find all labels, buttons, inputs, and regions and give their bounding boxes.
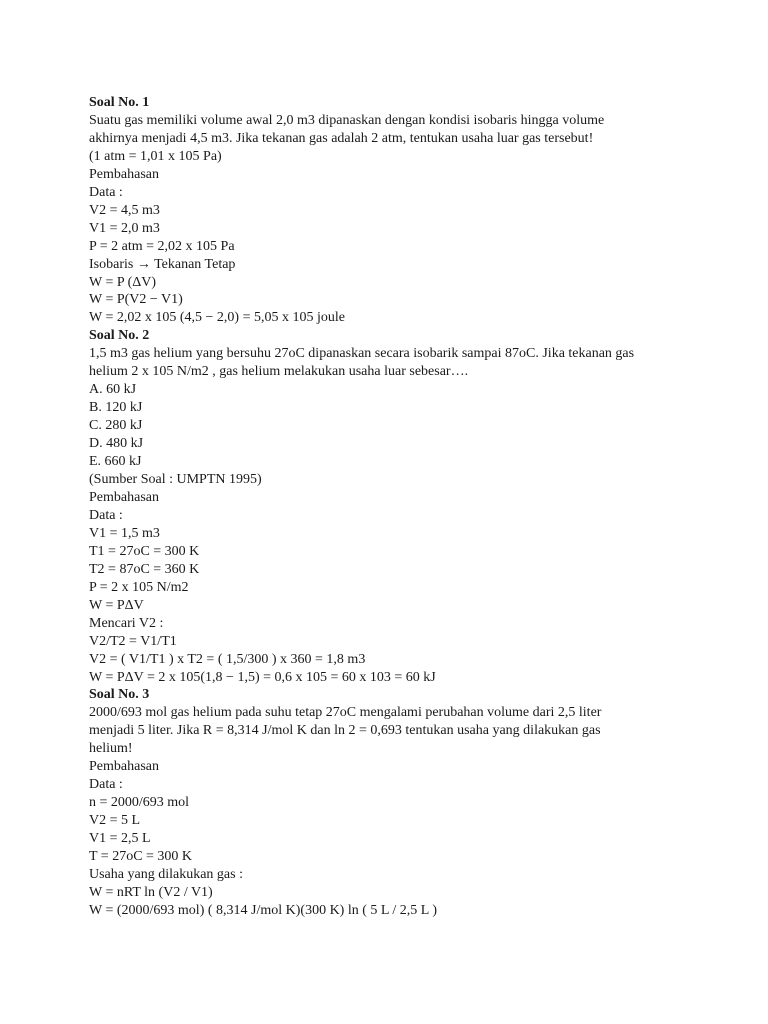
soal-2-option: D. 480 kJ <box>89 436 144 452</box>
soal-2-solution-line: Data : <box>89 507 123 523</box>
soal-1-solution-line: Isobaris → Tekanan Tetap <box>89 256 236 272</box>
soal-2-source: (Sumber Soal : UMPTN 1995) <box>89 472 262 488</box>
soal-3-question-line: menjadi 5 liter. Jika R = 8,314 J/mol K dan ln 2 = 0,693 tentukan usaha yang dilakukan gas <box>89 723 601 739</box>
document-page <box>89 94 689 920</box>
soal-1-solution-line: Pembahasan <box>89 166 159 182</box>
soal-1-solution-line: W = P (ΔV) <box>89 274 157 290</box>
soal-2-question-line: helium 2 x 105 N/m2 , gas helium melakukan usaha luar sebesar…. <box>89 364 469 380</box>
soal-1-question-line: akhirnya menjadi 4,5 m3. Jika tekanan gas adalah 2 atm, tentukan usaha luar gas tersebut! <box>89 130 594 146</box>
soal-3-question-line: 2000/693 mol gas helium pada suhu tetap 27oC mengalami perubahan volume dari 2,5 liter <box>89 705 602 721</box>
soal-1-heading: Soal No. 1 <box>89 95 150 110</box>
soal-1-solution-line: V1 = 2,0 m3 <box>89 220 160 236</box>
soal-2-solution-line: Mencari V2 : <box>89 615 164 631</box>
soal-2-solution-line: Pembahasan <box>89 489 159 505</box>
soal-2-heading: Soal No. 2 <box>89 328 150 344</box>
soal-1-solution-line: V2 = 4,5 m3 <box>89 202 160 218</box>
soal-2-option: B. 120 kJ <box>89 400 143 416</box>
soal-2-option: A. 60 kJ <box>89 382 137 398</box>
soal-3-heading: Soal No. 3 <box>89 687 150 703</box>
soal-2-solution-line: W = PΔV <box>89 597 144 613</box>
soal-2-solution-line: T1 = 27oC = 300 K <box>89 543 200 559</box>
soal-3-solution-line: V1 = 2,5 L <box>89 831 151 847</box>
soal-1-solution-line: W = P(V2 − V1) <box>89 292 183 308</box>
soal-3-solution-line: n = 2000/693 mol <box>89 795 190 811</box>
soal-3-solution-line: T = 27oC = 300 K <box>89 849 193 865</box>
soal-2-solution-line: V1 = 1,5 m3 <box>89 525 160 541</box>
soal-3-solution-line: V2 = 5 L <box>89 813 141 829</box>
soal-3-question-line: helium! <box>89 741 133 757</box>
soal-3-solution-line: Pembahasan <box>89 759 159 775</box>
soal-3-section <box>89 686 689 919</box>
soal-2-section <box>89 327 689 686</box>
soal-1-section <box>89 94 689 327</box>
soal-1-solution-line: W = 2,02 x 105 (4,5 − 2,0) = 5,05 x 105 joule <box>89 310 345 326</box>
soal-2-solution-line: V2 = ( V1/T1 ) x T2 = ( 1,5/300 ) x 360 = 1,8 m3 <box>89 651 366 667</box>
soal-3-solution-line: W = nRT ln (V2 / V1) <box>89 884 213 900</box>
soal-2-solution-line: V2/T2 = V1/T1 <box>89 633 177 649</box>
soal-2-option: E. 660 kJ <box>89 454 142 470</box>
soal-2-solution-line: P = 2 x 105 N/m2 <box>89 579 189 595</box>
soal-2-solution-line: T2 = 87oC = 360 K <box>89 561 200 577</box>
soal-2-question-line: 1,5 m3 gas helium yang bersuhu 27oC dipanaskan secara isobarik sampai 87oC. Jika tekanan gas <box>89 346 635 362</box>
soal-3-solution-line: Data : <box>89 777 123 793</box>
soal-2-option: C. 280 kJ <box>89 418 143 434</box>
soal-3-solution-line: Usaha yang dilakukan gas : <box>89 866 243 882</box>
soal-1-question-line: (1 atm = 1,01 x 105 Pa) <box>89 148 222 164</box>
soal-1-question-line: Suatu gas memiliki volume awal 2,0 m3 dipanaskan dengan kondisi isobaris hingga volume <box>89 112 605 128</box>
soal-1-solution-line: Data : <box>89 184 123 200</box>
soal-3-solution-line: W = (2000/693 mol) ( 8,314 J/mol K)(300 K) ln ( 5 L / 2,5 L ) <box>89 902 438 918</box>
soal-1-solution-line: P = 2 atm = 2,02 x 105 Pa <box>89 238 235 254</box>
soal-2-solution-line: W = PΔV = 2 x 105(1,8 − 1,5) = 0,6 x 105 = 60 x 103 = 60 kJ <box>89 669 436 685</box>
